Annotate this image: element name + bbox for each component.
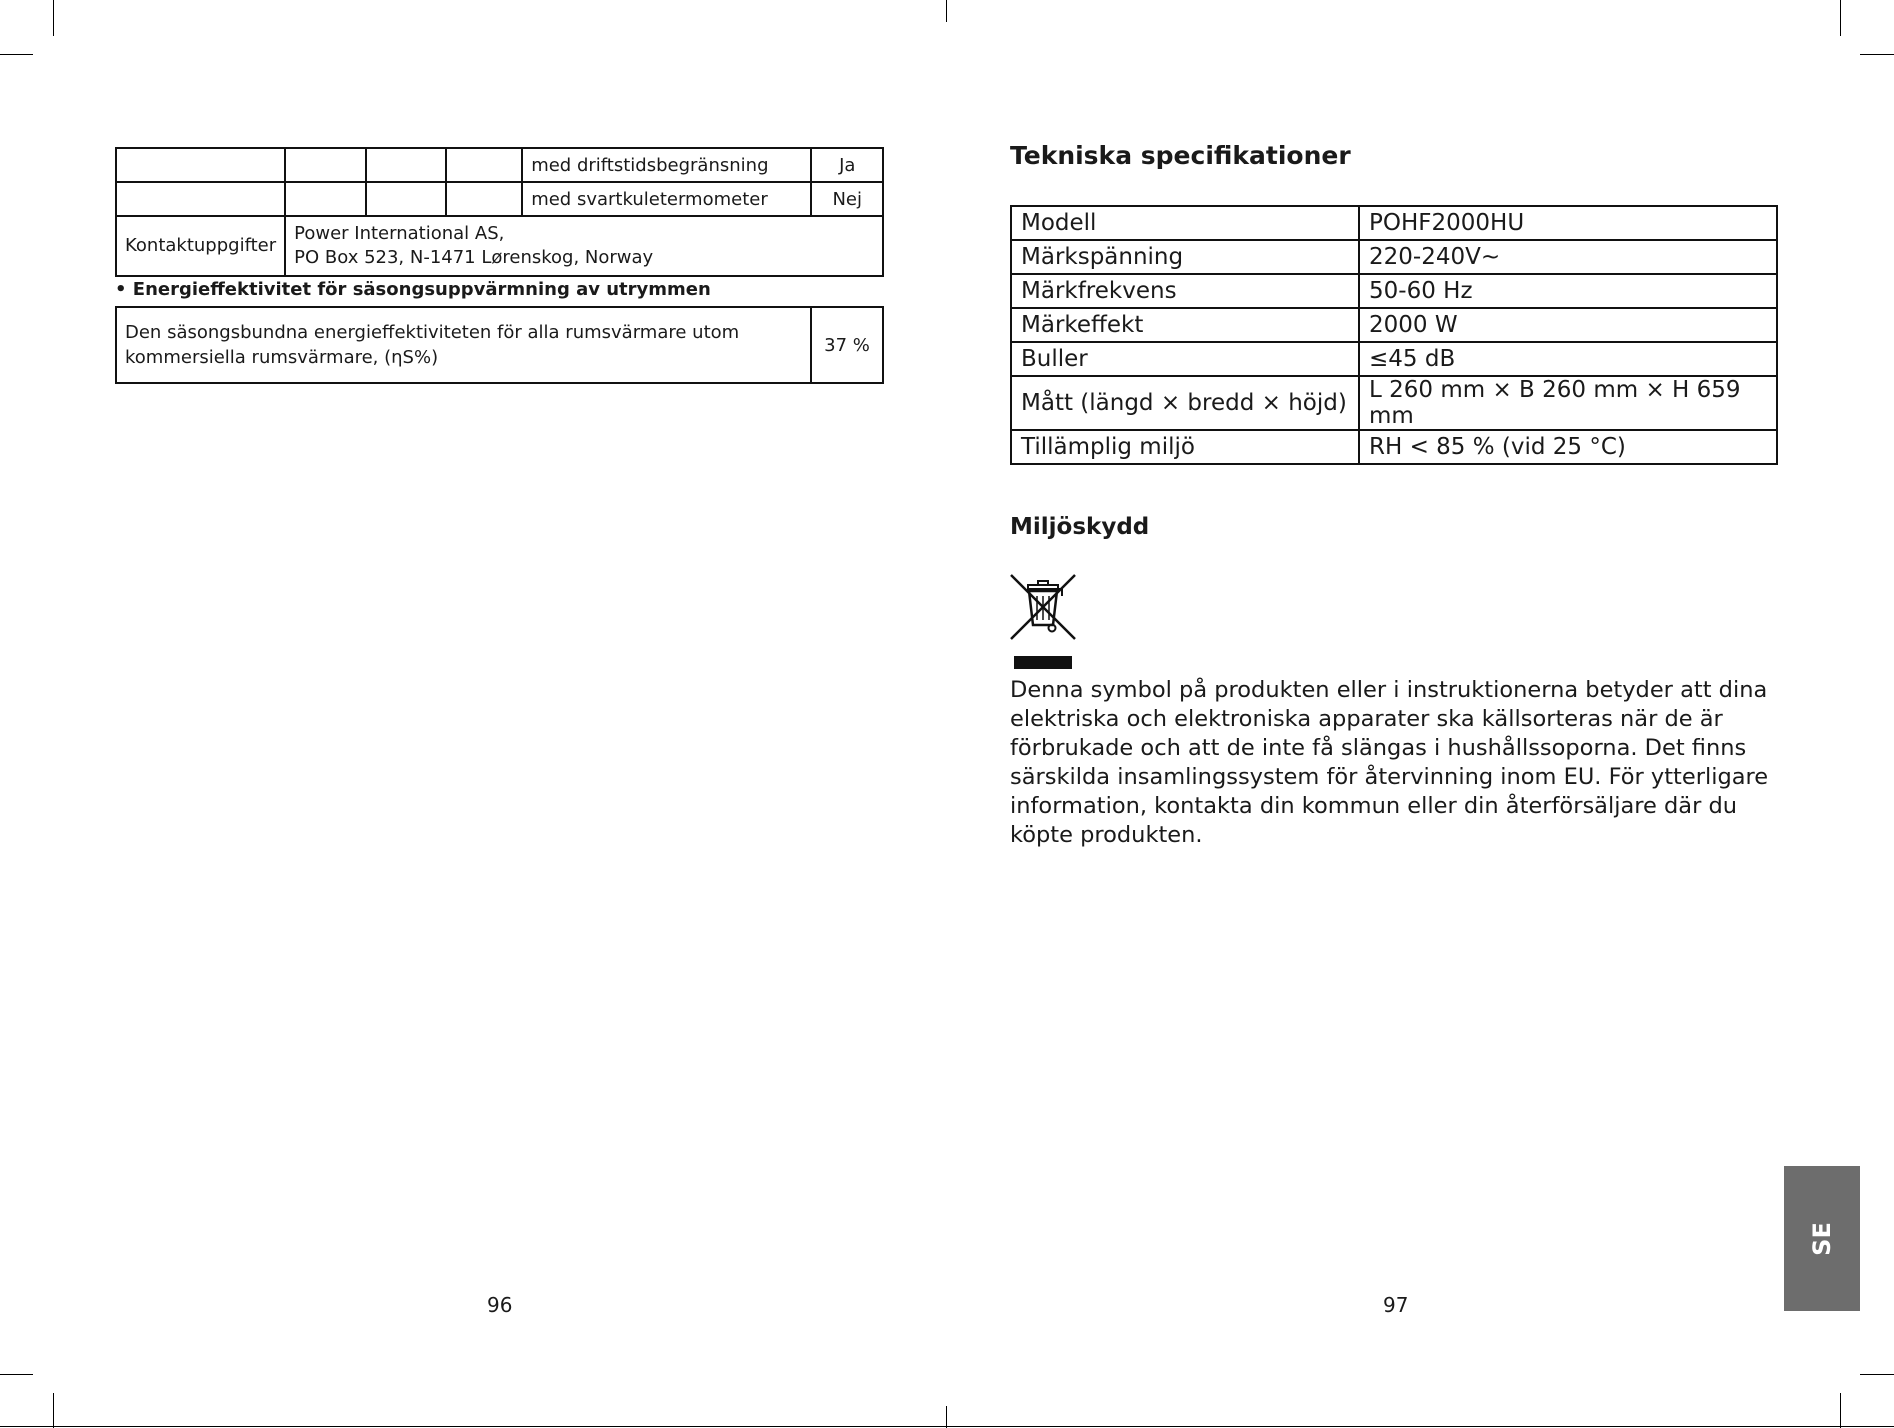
table-cell: [116, 182, 285, 216]
contact-label: Kontaktuppgifter: [116, 216, 285, 276]
spec-label: Märkfrekvens: [1011, 274, 1359, 308]
crop-mark: [53, 1393, 54, 1428]
table-cell: [446, 182, 522, 216]
environment-title: Miljöskydd: [1010, 514, 1150, 540]
spec-value: ≤45 dB: [1359, 342, 1777, 376]
spec-value: 2000 W: [1359, 308, 1777, 342]
spec-table: [1010, 205, 1778, 465]
table-cell: [366, 182, 447, 216]
table-row: [1011, 342, 1777, 376]
spec-label: Buller: [1011, 342, 1359, 376]
table-cell-value: Ja: [811, 148, 883, 182]
energy-efficiency-heading: • Energieffektivitet för säsongsuppvärmning av utrymmen: [115, 279, 711, 300]
table-cell: [366, 148, 447, 182]
crop-mark: [1840, 0, 1841, 36]
table-row: [1011, 274, 1777, 308]
table-row: [116, 216, 883, 276]
spec-title: Tekniska specifikationer: [1010, 141, 1351, 170]
spec-value: L 260 mm × B 260 mm × H 659 mm: [1359, 376, 1777, 430]
environment-text: Denna symbol på produkten eller i instruktionerna betyder att dina elektriska och elektroniska apparater ska källsorteras när de är förbrukade och att de inte få slängas i hushållssoporna. Det finns särskilda insamlingssystem för återvinning inom EU. För ytterligare information, kontakta din kommun eller din återförsäljare där du köpte produkten.: [1010, 677, 1769, 848]
language-tab: [1784, 1166, 1860, 1311]
spec-label: Tillämplig miljö: [1011, 430, 1359, 464]
table-cell: [446, 148, 522, 182]
crop-mark: [1860, 1374, 1894, 1375]
table-row: [1011, 308, 1777, 342]
table-row: [1011, 376, 1777, 430]
page-number: 97: [1383, 1293, 1409, 1317]
spec-label: Märkeffekt: [1011, 308, 1359, 342]
table-cell-label: med driftstidsbegränsning: [522, 148, 811, 182]
table-row: [1011, 240, 1777, 274]
spec-label: Märkspänning: [1011, 240, 1359, 274]
table-row: [116, 182, 883, 216]
crop-mark: [0, 54, 33, 55]
spec-value: 50-60 Hz: [1359, 274, 1777, 308]
energy-value: 37 %: [811, 307, 883, 383]
table-cell-label: med svartkuletermometer: [522, 182, 811, 216]
heater-info-table: [115, 147, 884, 277]
spec-value: 220-240V~: [1359, 240, 1777, 274]
trim-line: [0, 1426, 1894, 1427]
spec-value: POHF2000HU: [1359, 206, 1777, 240]
energy-description: Den säsongsbundna energieffektiviteten för alla rumsvärmare utom kommersiella rumsvärmare, (ηS%): [116, 307, 811, 383]
table-row: [1011, 206, 1777, 240]
crop-mark: [1840, 1393, 1841, 1428]
contact-details: [285, 216, 883, 276]
table-cell: [285, 148, 366, 182]
table-cell: [285, 182, 366, 216]
crop-mark: [0, 1374, 33, 1375]
table-row: [116, 148, 883, 182]
table-cell-value: Nej: [811, 182, 883, 216]
crossed-out-wheelie-bin-icon: [1008, 572, 1080, 674]
crop-mark: [946, 0, 947, 22]
table-cell: [116, 148, 285, 182]
language-tab-label: SE: [1808, 1221, 1836, 1256]
contact-line: PO Box 523, N-1471 Lørenskog, Norway: [294, 247, 654, 268]
spec-label: Mått (längd × bredd × höjd): [1011, 376, 1359, 430]
contact-line: Power International AS,: [294, 223, 505, 244]
page-number: 96: [487, 1293, 513, 1317]
crop-mark: [53, 0, 54, 36]
table-row: [1011, 430, 1777, 464]
table-row: [116, 307, 883, 383]
spec-value: RH < 85 % (vid 25 °C): [1359, 430, 1777, 464]
energy-efficiency-table: [115, 306, 884, 384]
crop-mark: [1860, 54, 1894, 55]
crop-mark: [946, 1406, 947, 1428]
spec-label: Modell: [1011, 206, 1359, 240]
